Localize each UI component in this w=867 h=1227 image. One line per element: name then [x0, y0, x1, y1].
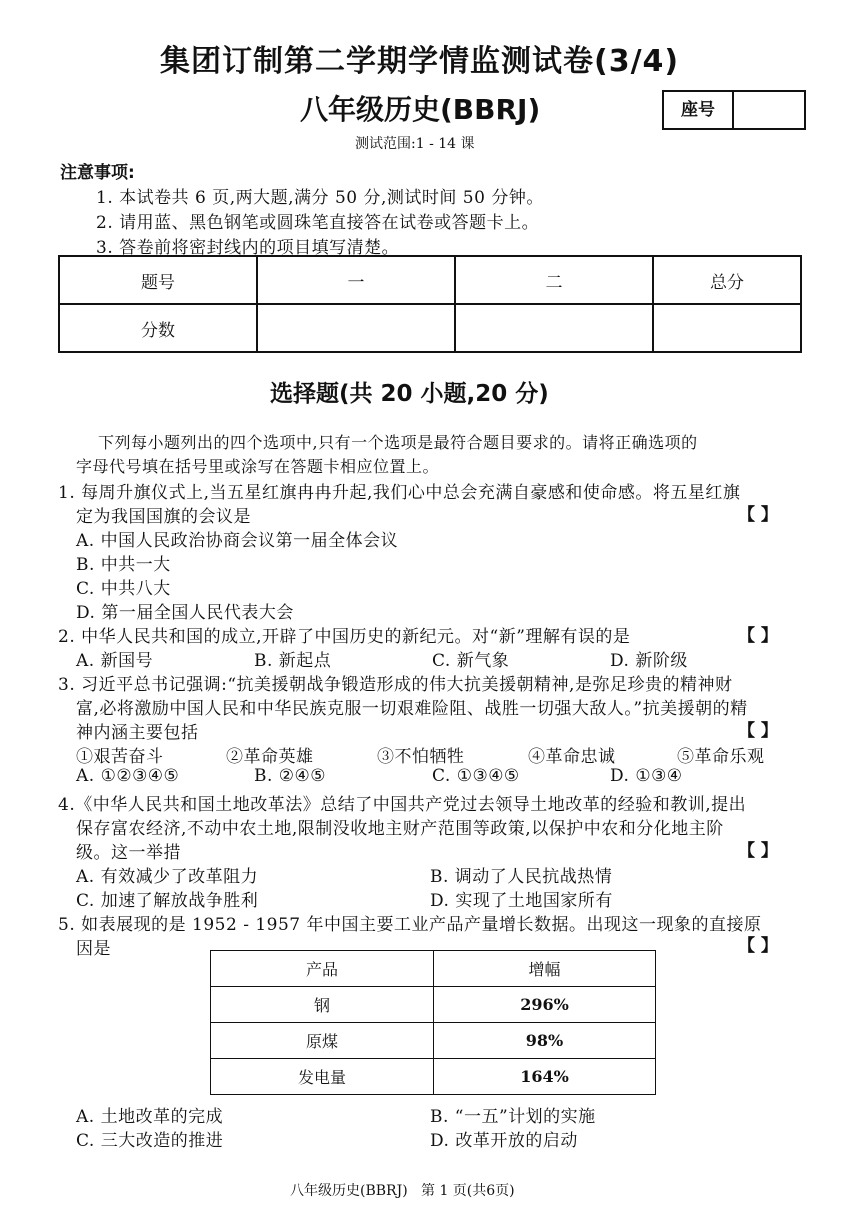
- q3-item: ④革命忠诚: [528, 747, 616, 767]
- q5-option[interactable]: D. 改革开放的启动: [430, 1131, 578, 1151]
- q3-stem: 3. 习近平总书记强调:“抗美援朝战争锻造形成的伟大抗美援朝精神,是弥足珍贵的精神财: [58, 675, 733, 695]
- score-table-header: 一: [257, 256, 455, 304]
- score-table-header: 总分: [653, 256, 801, 304]
- q5-option[interactable]: C. 三大改造的推进: [76, 1131, 224, 1151]
- q2-stem: 2. 中华人民共和国的成立,开辟了中国历史的新纪元。对“新”理解有误的是: [58, 627, 631, 647]
- q2-option[interactable]: B. 新起点: [254, 651, 332, 671]
- section-title: 选择题(共 20 小题,20 分): [270, 381, 549, 407]
- q3-option[interactable]: A. ①②③④⑤: [76, 766, 180, 786]
- score-cell[interactable]: [257, 304, 455, 352]
- answer-bracket[interactable]: 【 】: [738, 841, 778, 861]
- score-cell[interactable]: [653, 304, 801, 352]
- q1-option[interactable]: D. 第一届全国人民代表大会: [76, 603, 294, 623]
- q4-option[interactable]: D. 实现了土地国家所有: [430, 891, 613, 911]
- q3-item: ⑤革命乐观: [677, 747, 765, 767]
- q3-item: ②革命英雄: [226, 747, 314, 767]
- score-table-header: 题号: [59, 256, 257, 304]
- q3-option[interactable]: D. ①③④: [610, 766, 683, 786]
- notice-item: 3. 答卷前将密封线内的项目填写清楚。: [96, 238, 400, 258]
- section-intro: 字母代号填在括号里或涂写在答题卡相应位置上。: [76, 457, 440, 476]
- answer-bracket[interactable]: 【 】: [738, 626, 778, 646]
- notice-item: 1. 本试卷共 6 页,两大题,满分 50 分,测试时间 50 分钟。: [96, 188, 544, 208]
- q2-option[interactable]: A. 新国号: [76, 651, 154, 671]
- production-table-cell: 发电量: [211, 1059, 434, 1095]
- production-table-cell: 98%: [434, 1023, 656, 1059]
- seat-number-field[interactable]: [734, 92, 804, 128]
- q3-option[interactable]: C. ①③④⑤: [432, 766, 520, 786]
- q2-option[interactable]: D. 新阶级: [610, 651, 688, 671]
- answer-bracket[interactable]: 【 】: [738, 721, 778, 741]
- q1-stem: 1. 每周升旗仪式上,当五星红旗冉冉升起,我们心中总会充满自豪感和使命感。将五星红旗: [58, 483, 741, 503]
- production-table-header: 增幅: [434, 951, 656, 987]
- q3-option[interactable]: B. ②④⑤: [254, 766, 327, 786]
- page-footer: 八年级历史(BBRJ) 第 1 页(共6页): [290, 1183, 515, 1199]
- production-table-header: 产品: [211, 951, 434, 987]
- q1-option[interactable]: B. 中共一大: [76, 555, 171, 575]
- subtitle: 八年级历史(BBRJ): [300, 93, 541, 126]
- q3-stem: 神内涵主要包括: [76, 723, 199, 743]
- section-intro: 下列每小题列出的四个选项中,只有一个选项是最符合题目要求的。请将正确选项的: [98, 433, 698, 452]
- q5-option[interactable]: B. “一五”计划的实施: [430, 1107, 596, 1127]
- score-table: [58, 255, 802, 353]
- score-cell[interactable]: [455, 304, 653, 352]
- q1-option[interactable]: C. 中共八大: [76, 579, 171, 599]
- answer-bracket[interactable]: 【 】: [738, 505, 778, 525]
- q4-option[interactable]: A. 有效减少了改革阻力: [76, 867, 259, 887]
- notice-item: 2. 请用蓝、黑色钢笔或圆珠笔直接答在试卷或答题卡上。: [96, 213, 540, 233]
- production-table-cell: 原煤: [211, 1023, 434, 1059]
- q4-option[interactable]: C. 加速了解放战争胜利: [76, 891, 259, 911]
- q1-stem: 定为我国国旗的会议是: [76, 507, 251, 527]
- score-row-label: 分数: [59, 304, 257, 352]
- notice-heading: 注意事项:: [60, 163, 135, 183]
- q4-stem: 4.《中华人民共和国土地改革法》总结了中国共产党过去领导土地改革的经验和教训,提出: [58, 795, 747, 815]
- answer-bracket[interactable]: 【 】: [738, 936, 778, 956]
- test-range: 测试范围:1 - 14 课: [355, 136, 475, 152]
- q4-option[interactable]: B. 调动了人民抗战热情: [430, 867, 613, 887]
- q4-stem: 保存富农经济,不动中农土地,限制没收地主财产范围等政策,以保护中农和分化地主阶: [76, 819, 724, 839]
- production-table-cell: 164%: [434, 1059, 656, 1095]
- q3-item: ①艰苦奋斗: [76, 747, 164, 767]
- q3-stem: 富,必将激励中国人民和中华民族克服一切艰难险阻、战胜一切强大敌人。”抗美援朝的精: [76, 699, 748, 719]
- seat-label: 座号: [664, 92, 734, 128]
- production-table-cell: 296%: [434, 987, 656, 1023]
- score-table-header: 二: [455, 256, 653, 304]
- q4-stem: 级。这一举措: [76, 843, 181, 863]
- q1-option[interactable]: A. 中国人民政治协商会议第一届全体会议: [76, 531, 399, 551]
- q3-item: ③不怕牺牲: [377, 747, 465, 767]
- production-table-cell: 钢: [211, 987, 434, 1023]
- q5-option[interactable]: A. 土地改革的完成: [76, 1107, 224, 1127]
- seat-box: [662, 90, 806, 130]
- q5-stem: 因是: [76, 939, 111, 959]
- production-table: [210, 950, 656, 1095]
- q5-stem: 5. 如表展现的是 1952 - 1957 年中国主要工业产品产量增长数据。出现这一现象的直接原: [58, 915, 762, 935]
- main-title: 集团订制第二学期学情监测试卷(3/4): [160, 44, 680, 79]
- q2-option[interactable]: C. 新气象: [432, 651, 510, 671]
